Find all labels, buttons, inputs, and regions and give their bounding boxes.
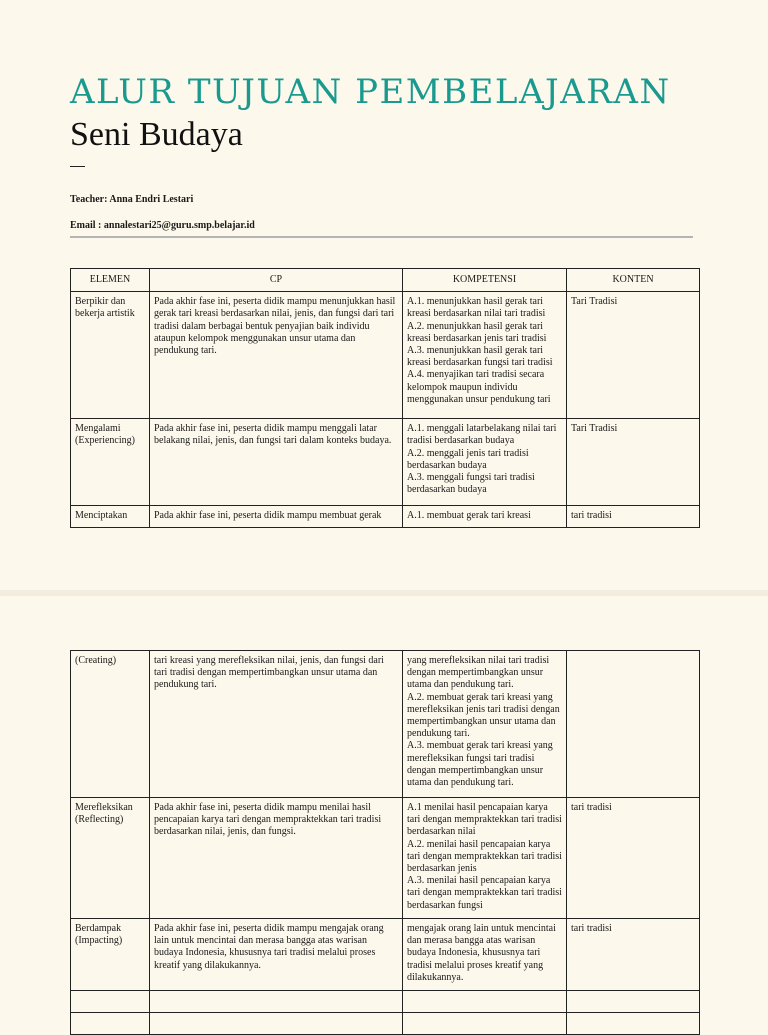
table-row (71, 651, 700, 798)
page-subtitle: Seni Budaya (70, 116, 243, 153)
cell-kompetensi: yang merefleksikan nilai tari tradisi dengan mempertimbangkan unsur utama dan pendukung tari. A.2. membuat gerak tari kreasi yang merefleksikan jenis tari tradisi dengan mempertimbangkan unsur utama dan pendukung tari. A.3. membuat gerak tari kreasi yang merefleksikan fungsi tari tradisi dengan mempertimbangkan unsur utama dan pendukung tari. (403, 651, 567, 798)
cell-cp: tari kreasi yang merefleksikan nilai, jenis, dan fungsi dari tari tradisi dengan mempertimbangkan unsur utama dan pendukung tari. (150, 651, 403, 798)
cell-kompetensi (403, 991, 567, 1013)
column-header-elemen: ELEMEN (71, 269, 150, 292)
table-row (71, 919, 700, 991)
title-divider (70, 166, 85, 167)
cell-kompetensi: mengajak orang lain untuk mencintai dan merasa bangga atas warisan budaya Indonesia, khususnya tari tradisi melalui proses kreatif yang dilakukannya. (403, 919, 567, 991)
table-header-row (71, 269, 700, 292)
cell-cp: Pada akhir fase ini, peserta didik mampu menilai hasil pencapaian karya tari dengan mempraktekkan tari tradisi berdasarkan nilai, jenis, dan fungsi. (150, 798, 403, 919)
table-row (71, 798, 700, 919)
cell-kompetensi: A.1. menggali latarbelakang nilai tari tradisi berdasarkan budaya A.2. menggali jenis tari tradisi berdasarkan budaya A.3. menggali fungsi tari tradisi berdasarkan budaya (403, 419, 567, 506)
teacher-label: Teacher: Anna Endri Lestari (70, 194, 194, 205)
learning-table-page-1 (70, 268, 700, 528)
cell-cp: Pada akhir fase ini, peserta didik mampu menggali latar belakang nilai, jenis, dan fungsi tari dalam konteks budaya. (150, 419, 403, 506)
cell-konten: tari tradisi (567, 506, 700, 528)
cell-konten: Tari Tradisi (567, 419, 700, 506)
cell-cp (150, 991, 403, 1013)
cell-konten: tari tradisi (567, 798, 700, 919)
table-row (71, 506, 700, 528)
table-row (71, 419, 700, 506)
cell-elemen: Berpikir dan bekerja artistik (71, 292, 150, 419)
learning-table-page-2 (70, 650, 700, 1035)
cell-elemen: Merefleksikan (Reflecting) (71, 798, 150, 919)
cell-elemen: Berdampak (Impacting) (71, 919, 150, 991)
column-header-cp: CP (150, 269, 403, 292)
cell-elemen: Mengalami (Experiencing) (71, 419, 150, 506)
header-rule (70, 236, 693, 238)
column-header-kompetensi: KOMPETENSI (403, 269, 567, 292)
cell-kompetensi: A.1 menilai hasil pencapaian karya tari dengan mempraktekkan tari tradisi berdasarkan nilai A.2. menilai hasil pencapaian karya tari dengan mempraktekkan tari tradisi berdasarkan jenis A.3. menilai hasil pencapaian karya tari dengan mempraktekkan tari tradisi berdasarkan fungsi (403, 798, 567, 919)
cell-kompetensi: A.1. membuat gerak tari kreasi (403, 506, 567, 528)
cell-cp: Pada akhir fase ini, peserta didik mampu mengajak orang lain untuk mencintai dan merasa bangga atas warisan budaya Indonesia, khususnya tari tradisi melalui proses kreatif yang dilakukannya. (150, 919, 403, 991)
cell-elemen (71, 991, 150, 1013)
cell-konten: tari tradisi (567, 919, 700, 991)
cell-elemen: Menciptakan (71, 506, 150, 528)
email-label: Email : annalestari25@guru.smp.belajar.id (70, 220, 255, 231)
cell-kompetensi: A.1. menunjukkan hasil gerak tari kreasi berdasarkan nilai tari tradisi A.2. menunjukkan hasil gerak tari kreasi berdasarkan jenis tari tradisi A.3. menunjukkan hasil gerak tari kreasi berdasarkan fungsi tari tradisi A.4. menyajikan tari tradisi secara kelompok maupun individu menggunakan unsur pendukung tari (403, 292, 567, 419)
cell-cp: Pada akhir fase ini, peserta didik mampu menunjukkan hasil gerak tari kreasi berdasarkan nilai, jenis, dan fungsi dari tari tradisi dalam berbagai bentuk penyajian baik individu ataupun kelompok menggunakan unsur utama dan pendukung tari. (150, 292, 403, 419)
cell-konten (567, 991, 700, 1013)
page-title: ALUR TUJUAN PEMBELAJARAN (70, 72, 671, 112)
document-page-2 (0, 596, 768, 1024)
table-row (71, 991, 700, 1013)
cell-elemen: (Creating) (71, 651, 150, 798)
cell-konten: Tari Tradisi (567, 292, 700, 419)
cell-konten (567, 651, 700, 798)
cell-cp: Pada akhir fase ini, peserta didik mampu membuat gerak (150, 506, 403, 528)
table-row (71, 292, 700, 419)
column-header-konten: KONTEN (567, 269, 700, 292)
